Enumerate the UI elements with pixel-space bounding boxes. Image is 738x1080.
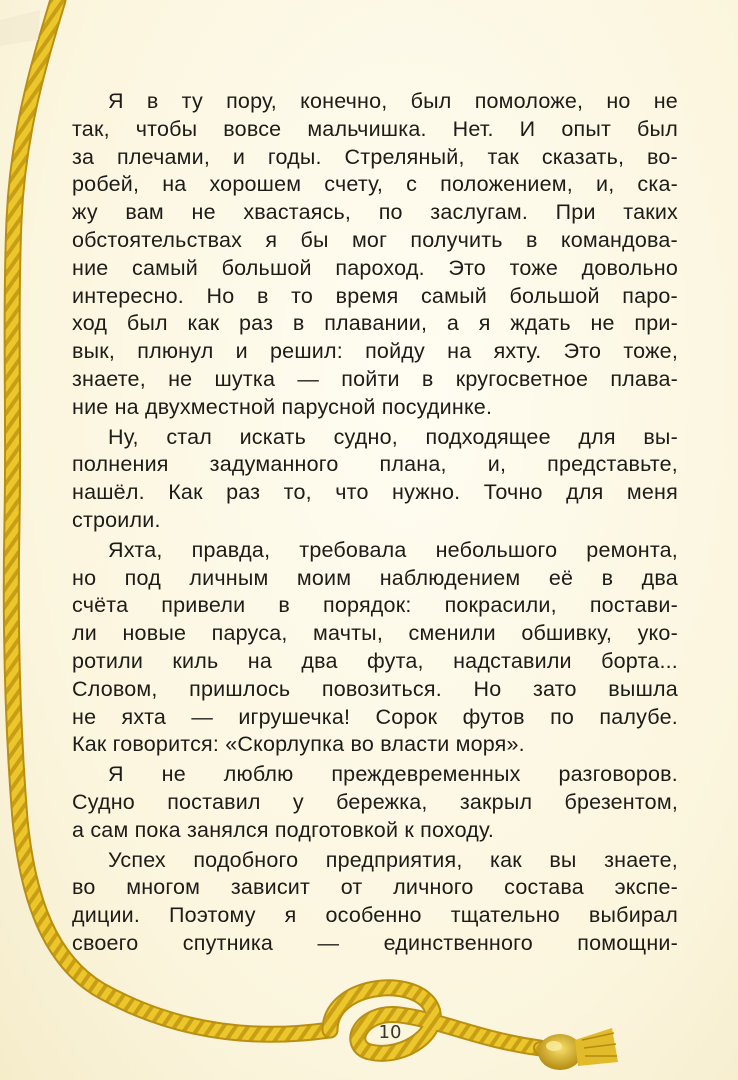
text-line: но под личным моим наблюдением её в два — [72, 565, 678, 590]
text-line: своего спутника — единственного помощни- — [72, 930, 678, 955]
text-line: строили. — [72, 507, 161, 532]
text-line: счёта привели в порядок: покрасили, постави- — [72, 593, 678, 618]
tassel-icon — [538, 1028, 618, 1070]
text-line: обстоятельствах я бы мог получить в командова- — [72, 227, 678, 252]
text-line: не яхта — игрушечка! Сорок футов по палубе. — [72, 704, 678, 729]
text-line: Ну, стал искать судно, подходящее для вы- — [108, 424, 678, 449]
text-line: во многом зависит от личного состава экспе- — [72, 875, 678, 900]
text-line: за плечами, и годы. Стреляный, так сказать, во- — [72, 144, 678, 169]
text-line: Успех подобного предприятия, как вы знаете, — [108, 847, 678, 872]
text-line: Судно поставил у бережка, закрыл брезентом, — [72, 789, 678, 814]
text-line: Я не люблю преждевременных разговоров. — [108, 762, 678, 787]
text-line: ние на двухместной парусной посудинке. — [72, 394, 493, 419]
paragraph-5 — [72, 847, 678, 958]
paragraph-3 — [72, 537, 678, 759]
text-line: интересно. Но в то время самый большой паро- — [72, 283, 678, 308]
text-line: Словом, пришлось повозиться. Но зато вышла — [72, 676, 678, 701]
text-line: жу вам не хвастаясь, по заслугам. При таких — [72, 200, 678, 225]
text-line: ние самый большой пароход. Это тоже довольно — [72, 255, 678, 280]
text-line: Я в ту пору, конечно, был помоложе, но не — [108, 89, 678, 113]
text-line: ход был как раз в плавании, а я ждать не при- — [72, 311, 678, 336]
paragraph-1 — [72, 88, 678, 422]
text-line: а сам пока занялся подготовкой к походу. — [72, 817, 494, 842]
text-line: нашёл. Как раз то, что нужно. Точно для меня — [72, 480, 678, 505]
paper-scrap — [0, 10, 40, 46]
text-line: знаете, не шутка — пойти в кругосветное плава- — [72, 366, 678, 391]
paragraph-4 — [72, 761, 678, 844]
text-line: полнения задуманного плана, и, представьте, — [72, 452, 678, 477]
story-text — [72, 88, 678, 960]
text-line: диции. Поэтому я особенно тщательно выбирал — [72, 903, 678, 928]
paragraph-2 — [72, 424, 678, 535]
page-number: 10 — [378, 1022, 402, 1043]
text-line: робей, на хорошем счету, с положением, и, ска- — [72, 172, 678, 197]
text-line: Как говорится: «Скорлупка во власти моря». — [72, 732, 525, 757]
text-line: ротили киль на два фута, надставили борта... — [72, 648, 678, 673]
text-line: вык, плюнул и решил: пойду на яхту. Это тоже, — [72, 339, 678, 364]
text-line: так, чтобы вовсе мальчишка. Нет. И опыт был — [72, 116, 678, 141]
text-line: ли новые паруса, мачты, сменили обшивку, уко- — [72, 621, 678, 646]
text-line: Яхта, правда, требовала небольшого ремонта, — [108, 537, 678, 562]
